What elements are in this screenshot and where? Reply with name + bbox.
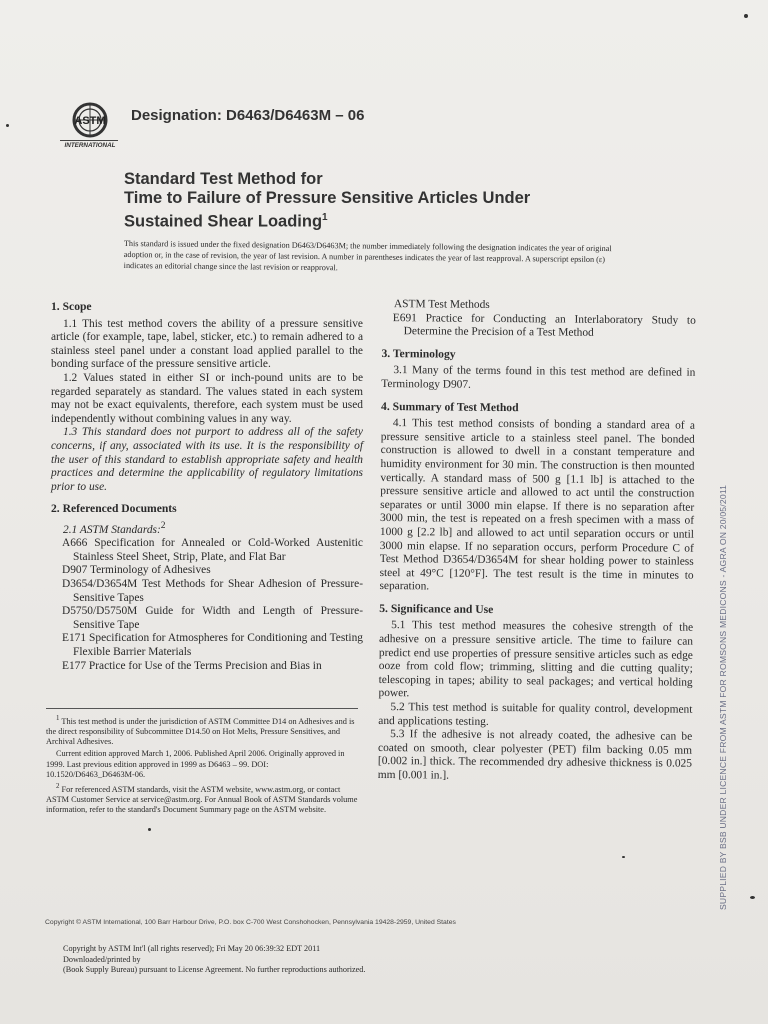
- license-line-2: Downloaded/printed by: [63, 954, 141, 964]
- footnote-2-mark: 2: [56, 782, 60, 790]
- scan-speck: [148, 828, 151, 831]
- ref-e177: E177 Practice for Use of the Terms Precision and Bias in: [62, 659, 322, 672]
- title-line-1: Standard Test Method for: [124, 170, 323, 188]
- scan-speck: [6, 124, 9, 127]
- footnote-1-text: This test method is under the jurisdiction of ASTM Committee D14 on Adhesives and is the direct responsibility of Subcommittee D14.50 on Hot Melts, Pressure Sensitives, and Archival Adhesives.: [46, 716, 355, 747]
- paragraph-5-2: 5.2 This test method is suitable for quality control, development and applications testing.: [378, 701, 693, 728]
- designation: Designation: D6463/D6463M – 06: [131, 107, 365, 124]
- ref-e171: E171 Specification for Atmospheres for Conditioning and Testing Flexible Barrier Materials: [62, 632, 363, 659]
- title-line-3: Sustained Shear Loading: [124, 212, 323, 231]
- footnote-2-text: For referenced ASTM standards, visit the ASTM website, www.astm.org, or contact ASTM Customer Service at service@astm.org. For Annual Book of ASTM Standards volume information, refer to the standard's Document Summary page on the ASTM website.: [46, 784, 358, 815]
- footnote-mark-2: 2: [160, 520, 166, 531]
- license-line-1: Copyright by ASTM Int'l (all rights reserved); Fri May 20 06:39:32 EDT 2011: [63, 944, 321, 953]
- copyright-notice: Copyright © ASTM International, 100 Barr Harbour Drive, P.O. box C-700 West Conshohocken, Pennsylvania 19428-2959, United States: [45, 919, 456, 926]
- ref-d3654: D3654/D3654M Test Methods for Shear Adhesion of Pressure-Sensitive Tapes: [62, 578, 363, 604]
- ref-d5750: D5750/D5750M Guide for Width and Length of Pressure-Sensitive Tape: [62, 605, 363, 631]
- paragraph-2-1: [51, 520, 363, 537]
- supplier-watermark: SUPPLIED BY BSB UNDER LICENCE FROM ASTM FOR ROMSONS MEDICONS - AGRA ON 20/05/2011: [718, 484, 728, 910]
- footnote-1-mark: 1: [56, 715, 60, 722]
- significance-heading: 5. Significance and Use: [379, 601, 494, 616]
- scan-speck: [750, 896, 755, 899]
- paragraph-1-1: 1.1 This test method covers the ability of a pressure sensitive article (for example, tape, label, sticker, etc.) to remain adhered to a stainless steel panel under a constant load applied parallel to the bonding surface of the pressure sensitive article.: [51, 317, 363, 371]
- org-name: INTERNATIONAL: [64, 142, 116, 149]
- logo-rule: [60, 140, 118, 141]
- right-column: [378, 298, 696, 785]
- paragraph-5-1: 5.1 This test method measures the cohesive strength of the adhesive on a pressure sensitive article. The time to failure can predict end use properties of pressure sensitive articles such as edge ooze from cold flow; trimming, slitting and die cutting quality; telescoping in tapes; ability to seal packages; and vertical holding power.: [378, 619, 694, 700]
- astm-logo: [58, 100, 122, 150]
- astm-standards-label: 2.1 ASTM Standards:: [63, 523, 161, 536]
- scope-heading: 1. Scope: [51, 300, 92, 313]
- footnote-current-edition: Current edition approved March 1, 2006. Published April 2006. Originally approved in 1999. Last previous edition approved in 1999 as D6463 – 99. DOI: 10.1520/D6463_D6463M-06.: [46, 749, 345, 779]
- paragraph-3-1: 3.1 Many of the terms found in this test method are defined in Terminology D907.: [381, 364, 696, 391]
- footnotes: [46, 708, 358, 817]
- referenced-documents-heading: 2. Referenced Documents: [51, 502, 177, 516]
- ref-e691: E691 Practice for Conducting an Interlaboratory Study to Determine the Precision of a Test Method: [392, 311, 696, 340]
- paragraph-5-3: 5.3 If the adhesive is not already coated, the adhesive can be coated on smooth, clear polyester (PET) film backing 0.05 mm [0.002 in.] thick. The recommended dry adhesive thickness is 0.025 mm [0.001 in.].: [377, 728, 693, 782]
- title-footnote-mark: 1: [322, 212, 328, 223]
- footnote-2: [46, 782, 358, 815]
- document-title: [124, 170, 604, 232]
- footnote-1: [46, 714, 358, 747]
- terminology-heading: 3. Terminology: [381, 346, 456, 361]
- title-line-2: Time to Failure of Pressure Sensitive Articles Under: [124, 189, 531, 207]
- ref-d907: D907 Terminology of Adhesives: [62, 564, 211, 577]
- logo-text: ASTM: [74, 115, 106, 127]
- left-column: [51, 292, 363, 673]
- paragraph-1-2: 1.2 Values stated in either SI or inch-pound units are to be regarded separately as standard. The values stated in each system may not be exact equivalents, therefore, each system must be used independently without combining values in any way.: [51, 371, 363, 425]
- paragraph-4-1: 4.1 This test method consists of bonding a standard area of a pressure sensitive article to a stainless steel panel. The bonded construction is allowed to dwell in a constant temperature and humidity environment for 30 min. The construction is then mounted vertically. A standard mass of 500 g [1.1 lb] is attached to the pressure sensitive article and allowed to act until the construction separates or until 3000 min elapse. If there is no separation after 3000 min, the test is repeated on a fresh specimen with a mass of 1000 g [2.2 lb] and allowed to act until separation occurs or until 3000 min elapse. If no separation occurs, perform Procedure C of Test Method D3654/D3654M for shear holding power to stainless steel at 49°C [120°F]. The test result is the time in minutes to separation.: [379, 417, 695, 593]
- scan-speck: [744, 14, 748, 18]
- summary-heading: 4. Summary of Test Method: [381, 399, 519, 414]
- paragraph-1-3: 1.3 This standard does not purport to address all of the safety concerns, if any, associated with its use. It is the responsibility of the user of this standard to establish appropriate safety and health practices and determine the applicability of regulatory limitations prior to use.: [51, 426, 363, 493]
- license-block: [63, 944, 365, 976]
- license-line-3: (Book Supply Bureau) pursuant to License Agreement. No further reproductions authorized.: [63, 965, 366, 974]
- scan-speck: [622, 856, 625, 858]
- astm-test-methods-label: ASTM Test Methods: [393, 298, 490, 311]
- ref-a666: A666 Specification for Annealed or Cold-Worked Austenitic Stainless Steel Sheet, Strip, Plate, and Flat Bar: [62, 537, 363, 563]
- preamble: This standard is issued under the fixed designation D6463/D6463M; the number immediately following the designation indicates the year of original adoption or, in the case of revision, the year of last revision. A number in parentheses indicates the year of last reapproval. A superscript epsilon (ε) indicates an editorial change since the last revision or reapproval.: [123, 238, 612, 273]
